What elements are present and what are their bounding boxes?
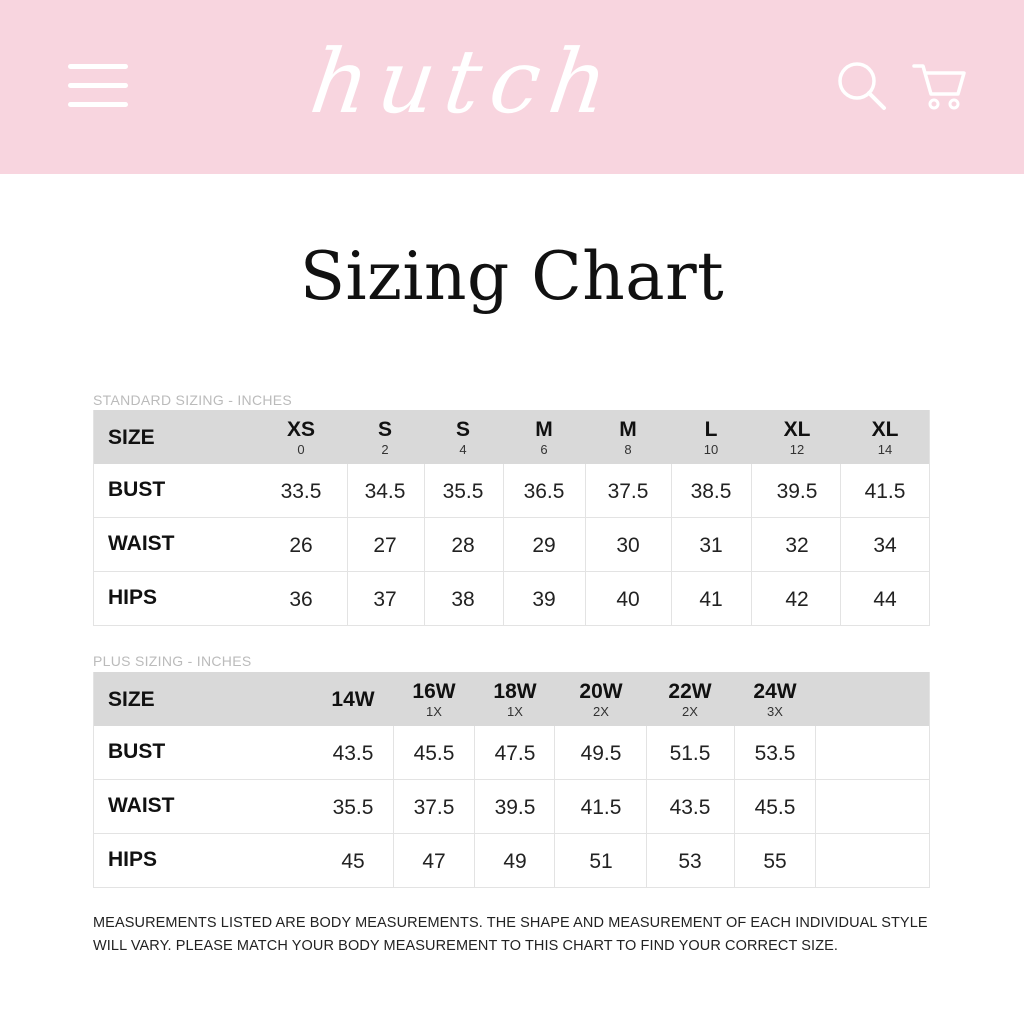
size-name: 20W xyxy=(579,680,623,703)
measurement-label: HIPS xyxy=(108,586,158,609)
measurement-label: BUST xyxy=(108,478,166,501)
size-number: 1X xyxy=(507,704,523,719)
measurement-value: 41.5 xyxy=(580,796,622,819)
size-column-header xyxy=(666,418,756,457)
size-column-header xyxy=(470,680,560,719)
size-name: 16W xyxy=(412,680,456,703)
size-name: 22W xyxy=(668,680,712,703)
size-number: 10 xyxy=(703,442,719,457)
disclaimer-line: WILL VARY. PLEASE MATCH YOUR BODY MEASUREMENT TO THIS CHART TO FIND YOUR CORRECT SIZE. xyxy=(93,938,839,954)
measurement-value: 41 xyxy=(699,588,723,611)
measurement-value: 55 xyxy=(763,850,787,873)
size-column-header xyxy=(840,418,930,457)
measurement-value: 42 xyxy=(785,588,809,611)
size-number: 2X xyxy=(593,704,609,719)
measurement-value: 27 xyxy=(373,534,397,557)
measurement-value: 37 xyxy=(373,588,397,611)
size-name: 18W xyxy=(493,680,537,703)
table-row-waist xyxy=(94,780,929,834)
size-name: L xyxy=(704,418,718,441)
size-number: 14 xyxy=(877,442,893,457)
size-column-header xyxy=(256,418,346,457)
table-row-bust xyxy=(94,464,929,518)
measurement-value: 38.5 xyxy=(690,480,732,503)
measurement-value: 49 xyxy=(503,850,527,873)
measurement-value: 47 xyxy=(422,850,446,873)
size-name: XL xyxy=(783,418,811,441)
measurement-label: HIPS xyxy=(108,848,158,871)
measurement-value: 34 xyxy=(873,534,897,557)
size-name: 14W xyxy=(331,688,375,711)
measurement-disclaimer xyxy=(93,912,943,958)
measurement-value: 37.5 xyxy=(413,796,455,819)
size-column-header xyxy=(556,680,646,719)
measurement-value: 35.5 xyxy=(332,796,374,819)
standard-sizing-table xyxy=(93,410,930,626)
measurement-value: 45.5 xyxy=(413,742,455,765)
size-name: S xyxy=(455,418,470,441)
cart-icon[interactable] xyxy=(912,60,968,112)
measurement-value: 39 xyxy=(532,588,556,611)
search-icon[interactable] xyxy=(836,60,888,112)
measurement-value: 53 xyxy=(678,850,702,873)
hamburger-menu-icon[interactable] xyxy=(66,64,130,110)
measurement-value: 36 xyxy=(289,588,313,611)
menu-bar xyxy=(68,83,128,88)
measurement-value: 33.5 xyxy=(280,480,322,503)
measurement-value: 38 xyxy=(451,588,475,611)
size-name: M xyxy=(535,418,553,441)
size-column-header xyxy=(752,418,842,457)
measurement-label: WAIST xyxy=(108,794,175,817)
measurement-value: 37.5 xyxy=(607,480,649,503)
size-column-header xyxy=(308,688,398,712)
measurement-value: 40 xyxy=(616,588,640,611)
size-column-header xyxy=(418,418,508,457)
measurement-value: 41.5 xyxy=(864,480,906,503)
size-number: 2 xyxy=(381,442,389,457)
measurement-value: 47.5 xyxy=(494,742,536,765)
brand-logo[interactable] xyxy=(304,22,722,142)
size-header-label: SIZE xyxy=(108,688,155,711)
table-row-hips xyxy=(94,834,929,888)
measurement-label: WAIST xyxy=(108,532,175,555)
size-name: M xyxy=(619,418,637,441)
size-name: XS xyxy=(286,418,315,441)
measurement-value: 39.5 xyxy=(494,796,536,819)
table-row-bust xyxy=(94,726,929,780)
measurement-value: 28 xyxy=(451,534,475,557)
size-column-header xyxy=(389,680,479,719)
measurement-value: 26 xyxy=(289,534,313,557)
plus-sizing-table xyxy=(93,672,930,888)
size-name: XL xyxy=(871,418,899,441)
size-number: 0 xyxy=(297,442,305,457)
size-column-header xyxy=(583,418,673,457)
page-title: Sizing Chart xyxy=(299,238,725,315)
table-header-row xyxy=(94,672,929,726)
measurement-value: 44 xyxy=(873,588,897,611)
size-number: 3X xyxy=(767,704,783,719)
size-number: 2X xyxy=(682,704,698,719)
measurement-value: 45 xyxy=(341,850,365,873)
plus-sizing-label: PLUS SIZING - INCHES xyxy=(93,653,252,669)
measurement-value: 51 xyxy=(589,850,613,873)
size-number: 4 xyxy=(459,442,467,457)
menu-bar xyxy=(68,64,128,69)
size-column-header xyxy=(645,680,735,719)
table-row-hips xyxy=(94,572,929,626)
measurement-value: 43.5 xyxy=(332,742,374,765)
table-row-waist xyxy=(94,518,929,572)
size-column-header xyxy=(340,418,430,457)
measurement-value: 36.5 xyxy=(523,480,565,503)
measurement-value: 49.5 xyxy=(580,742,622,765)
measurement-value: 45.5 xyxy=(754,796,796,819)
measurement-label: BUST xyxy=(108,740,166,763)
table-header-row xyxy=(94,410,929,464)
measurement-value: 31 xyxy=(699,534,723,557)
menu-bar xyxy=(68,102,128,107)
size-column-header xyxy=(730,680,820,719)
measurement-value: 34.5 xyxy=(364,480,406,503)
measurement-value: 35.5 xyxy=(442,480,484,503)
standard-sizing-label: STANDARD SIZING - INCHES xyxy=(93,392,293,408)
disclaimer-line: MEASUREMENTS LISTED ARE BODY MEASUREMENTS. THE SHAPE AND MEASUREMENT OF EACH INDIVIDUAL STYLE xyxy=(93,915,928,931)
measurement-value: 51.5 xyxy=(669,742,711,765)
measurement-value: 53.5 xyxy=(754,742,796,765)
size-number: 6 xyxy=(540,442,548,457)
measurement-value: 29 xyxy=(532,534,556,557)
measurement-value: 39.5 xyxy=(776,480,818,503)
size-column-header xyxy=(499,418,589,457)
size-name: 24W xyxy=(753,680,797,703)
size-number: 12 xyxy=(789,442,805,457)
size-number: 8 xyxy=(624,442,632,457)
measurement-value: 32 xyxy=(785,534,809,557)
size-name: S xyxy=(377,418,392,441)
brand-logo-text: hutch xyxy=(304,30,624,133)
size-number: 1X xyxy=(426,704,442,719)
measurement-value: 30 xyxy=(616,534,640,557)
site-header xyxy=(0,0,1024,174)
measurement-value: 43.5 xyxy=(669,796,711,819)
size-header-label: SIZE xyxy=(108,426,155,449)
